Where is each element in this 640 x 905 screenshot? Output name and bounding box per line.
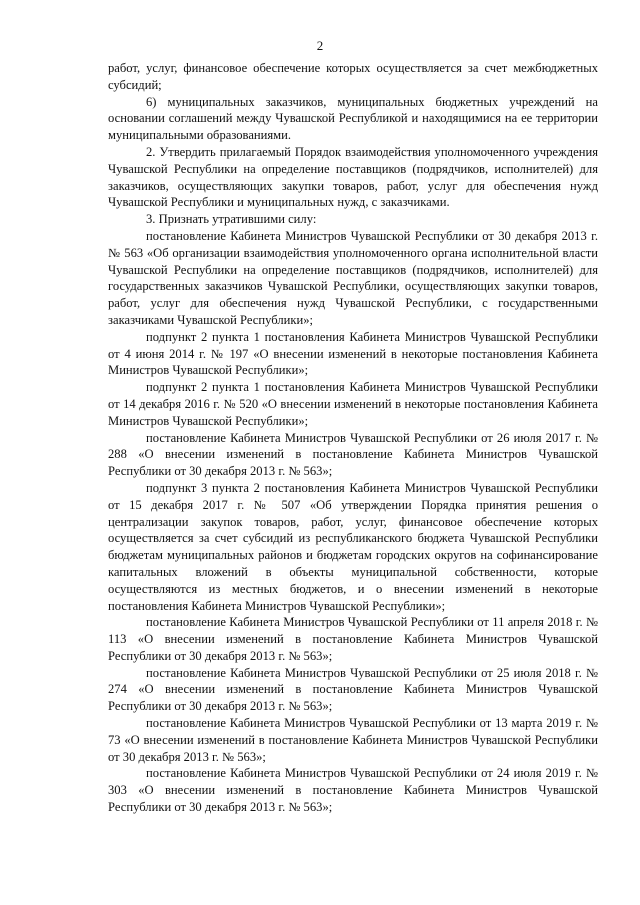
- paragraph-repealed-act: подпункт 2 пункта 1 постановления Кабинета Министров Чувашской Республики от 4 июня 2014 г. № 197 «О внесении изменений в некоторые постановления Кабинета Министров Чувашской Республики»;: [108, 329, 598, 378]
- paragraph-repealed-act: подпункт 2 пункта 1 постановления Кабинета Министров Чувашской Республики от 14 декабря 2016 г. № 520 «О внесении изменений в некоторые постановления Кабинета Министров Чувашской Республики»;: [108, 380, 598, 428]
- paragraph-repealed-act: постановление Кабинета Министров Чувашской Республики от 25 июля 2018 г. № 274 «О внесении изменений в постановление Кабинета Министров Чувашской Республики от 30 декабря 2013 г. № 563»;: [108, 665, 598, 714]
- paragraph-repealed-act: постановление Кабинета Министров Чувашской Республики от 24 июля 2019 г. № 303 «О внесении изменений в постановление Кабинета Министров Чувашской Республики от 30 декабря 2013 г. № 563»;: [108, 766, 598, 815]
- document-body: [108, 60, 598, 816]
- paragraph-clause-3: 3. Признать утратившими силу:: [146, 212, 317, 227]
- paragraph-repealed-act: постановление Кабинета Министров Чувашской Республики от 11 апреля 2018 г. № 113 «О внесении изменений в постановление Кабинета Министров Чувашской Республики от 30 декабря 2013 г. № 563»;: [108, 615, 598, 663]
- paragraph-item-6: 6) муниципальных заказчиков, муниципальных бюджетных учреждений на основании соглашений между Чувашской Республикой и находящимися на ее территории муниципальными образованиями.: [108, 94, 598, 143]
- paragraph-repealed-act: постановление Кабинета Министров Чувашской Республики от 30 декабря 2013 г. № 563 «Об организации взаимодействия уполномоченного органа исполнительной власти Чувашской Республики на определение поставщиков (подрядчиков, исполнителей) для государственных заказчиков Чувашской Республики, осуществляющих закупки товаров, работ, услуг для обеспечения нужд Чувашской Республики, с государственными заказчиками Чувашской Республики»;: [108, 228, 598, 327]
- paragraph-clause-2: 2. Утвердить прилагаемый Порядок взаимодействия уполномоченного учреждения Чувашской Республики на определение поставщиков (подрядчиков, исполнителей) для заказчиков, осуществляющих закупки товаров, работ, услуг для обеспечения нужд Чувашской Республики и муниципальных нужд, с заказчиками.: [108, 144, 598, 210]
- page-number: 2: [316, 38, 324, 53]
- paragraph-continuation: работ, услуг, финансовое обеспечение которых осуществляется за счет межбюджетных субсидий;: [108, 61, 598, 92]
- paragraph-repealed-act: постановление Кабинета Министров Чувашской Республики от 13 марта 2019 г. № 73 «О внесении изменений в постановление Кабинета Министров Чувашской Республики от 30 декабря 2013 г. № 563»;: [108, 716, 598, 764]
- paragraph-repealed-act: постановление Кабинета Министров Чувашской Республики от 26 июля 2017 г. № 288 «О внесении изменений в постановление Кабинета Министров Чувашской Республики от 30 декабря 2013 г. № 563»;: [108, 430, 598, 479]
- paragraph-repealed-act: подпункт 3 пункта 2 постановления Кабинета Министров Чувашской Республики от 15 декабря 2017 г. № 507 «Об утверждении Порядка принятия решения о централизации закупок товаров, работ, услуг, финансовое обеспечение которых осуществляется за счет субсидий из республиканского бюджета Чувашской Республики бюджетам муниципальных районов и бюджетам городских округов на софинансирование капитальных вложений в объекты муниципальной собственности, которые осуществляются из местных бюджетов, и о внесении изменений в некоторые постановления Кабинета Министров Чувашской Республики»;: [108, 480, 598, 613]
